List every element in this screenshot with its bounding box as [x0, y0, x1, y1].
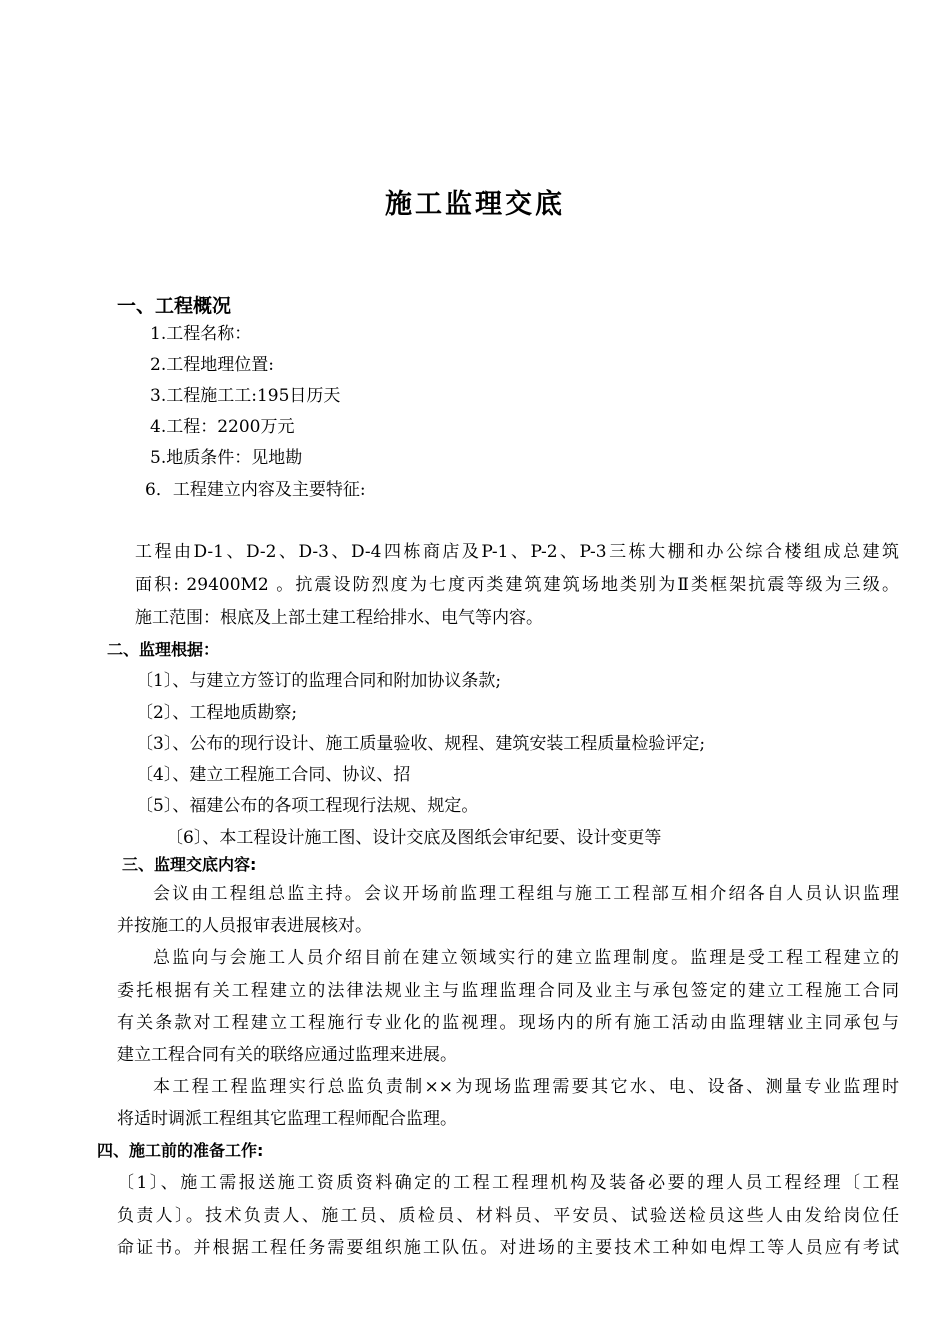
- basis-item: 〔6〕、本工程设计施工图、设计交底及图纸会审纪要、设计变更等: [166, 828, 662, 848]
- basis-item: 〔3〕、公布的现行设计、施工质量验收、规程、建筑安装工程质量检验评定;: [136, 734, 706, 754]
- project-description-line: 施工范围：根底及上部土建工程给排水、电气等内容。: [135, 608, 543, 628]
- overview-item: 2.工程地理位置:: [150, 355, 274, 375]
- briefing-line: 并按施工的人员报审表进展核对。: [117, 916, 372, 936]
- briefing-line: 有关条款对工程建立工程施行专业化的监视理。现场内的所有施工活动由监理辖业主同承包与: [117, 1013, 899, 1033]
- preparation-line: 负责人〕。技术负责人、施工员、质检员、材料员、平安员、试验送检员这些人由发给岗位任: [117, 1206, 899, 1226]
- overview-item: 6．工程建立内容及主要特征:: [145, 480, 366, 500]
- overview-item: 1.工程名称：: [150, 324, 252, 344]
- section-heading-briefing: 三、监理交底内容:: [122, 855, 257, 874]
- section-heading-overview: 一、工程概况: [117, 295, 232, 317]
- project-description-line: 工程由D-1、D-2、D-3、D-4四栋商店及P-1、P-2、P-3三栋大棚和办公综合楼组成总建筑: [135, 542, 899, 562]
- section-heading-preparation: 四、施工前的准备工作:: [97, 1141, 264, 1160]
- briefing-line: 本工程工程监理实行总监负责制××为现场监理需要其它水、电、设备、测量专业监理时: [153, 1077, 899, 1097]
- document-title: 施工监理交底: [385, 189, 565, 220]
- basis-item: 〔1〕、与建立方签订的监理合同和附加协议条款;: [136, 671, 502, 691]
- briefing-line: 委托根据有关工程建立的法律法规业主与监理监理合同及业主与承包签定的建立工程施工合同: [117, 981, 899, 1001]
- section-heading-basis: 二、监理根据：: [107, 640, 220, 659]
- overview-item: 3.工程施工工:195日历天: [150, 386, 341, 406]
- basis-item: 〔4〕、建立工程施工合同、协议、招: [136, 765, 411, 785]
- briefing-line: 总监向与会施工人员介绍目前在建立领域实行的建立监理制度。监理是受工程工程建立的: [153, 948, 899, 968]
- project-description-line: 面积: 29400M2 。抗震设防烈度为七度丙类建筑建筑场地类别为Ⅱ类框架抗震等级为三级。: [135, 575, 899, 595]
- basis-item: 〔2〕、工程地质勘察;: [136, 703, 298, 723]
- briefing-line: 将适时调派工程组其它监理工程师配合监理。: [117, 1109, 457, 1129]
- preparation-line: 〔1〕、施工需报送施工资质资料确定的工程工程理机构及装备必要的理人员工程经理〔工程: [117, 1173, 899, 1193]
- overview-item: 4.工程：2200万元: [150, 417, 295, 437]
- briefing-line: 会议由工程组总监主持。会议开场前监理工程组与施工工程部互相介绍各自人员认识监理: [153, 884, 899, 904]
- basis-item: 〔5〕、福建公布的各项工程现行法规、规定。: [136, 796, 479, 816]
- briefing-line: 建立工程合同有关的联络应通过监理来进展。: [117, 1045, 457, 1065]
- overview-item: 5.地质条件：见地勘: [150, 448, 303, 468]
- preparation-line: 命证书。并根据工程任务需要组织施工队伍。对进场的主要技术工种如电焊工等人员应有考试: [117, 1238, 899, 1258]
